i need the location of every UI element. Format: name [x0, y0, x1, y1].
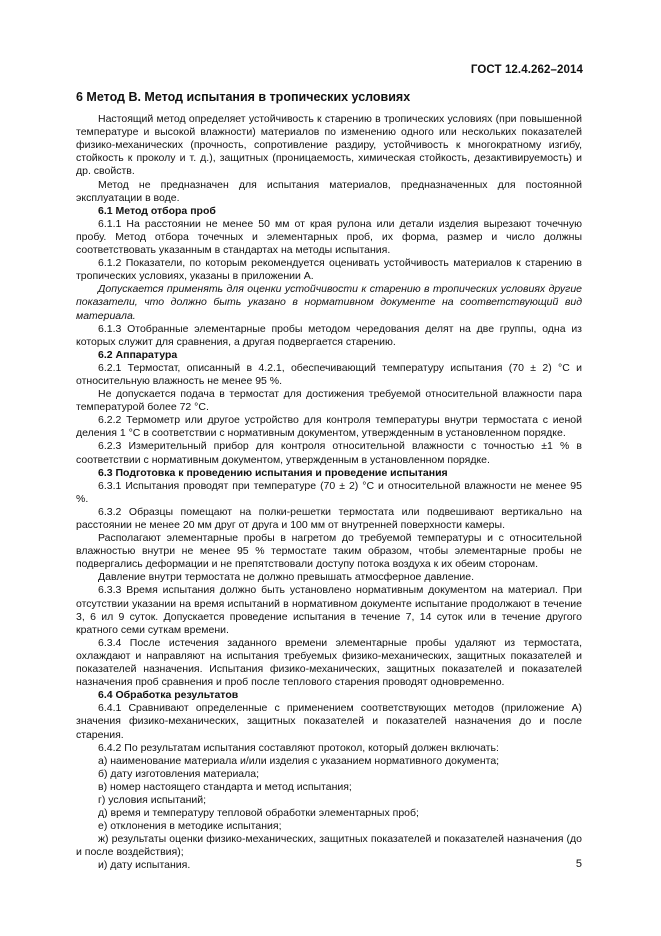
paragraph: 6.1.2 Показатели, по которым рекомендуется оценивать устойчивость материалов к старению в тропических условиях, указаны в приложении А. — [76, 257, 582, 283]
subsection-heading: 6.4 Обработка результатов — [98, 689, 239, 702]
standard-code: ГОСТ 12.4.262–2014 — [470, 64, 583, 76]
list-item: г) условия испытаний; — [98, 793, 207, 806]
paragraph: Настоящий метод определяет устойчивость к старению в тропических условиях (при повышенной температуре и высокой влажности) материалов по изменению одного или нескольких показателей физико-механических (прочность, сопротивление раздиру, устойчивость к многократному изгибу, стойкость к проколу и т. д.), защитных (проницаемость, химическая стойкость, дезактивируемость) и др. свойств. — [76, 113, 582, 178]
list-item: и) дату испытания. — [98, 859, 191, 872]
list-item: а) наименование материала и/или изделия с указанием нормативного документа; — [98, 754, 500, 767]
subsection-heading: 6.1 Метод отбора проб — [98, 204, 216, 217]
paragraph: 6.3.2 Образцы помещают на полки-решетки термостата или подвешивают вертикально на расстоянии не менее 20 мм друг от друга и 100 мм от внутренней поверхности камеры. — [76, 505, 582, 531]
paragraph: 6.3.1 Испытания проводят при температуре (70 ± 2) °С и относительной влажности не менее 95 %. — [76, 479, 582, 505]
list-item: в) номер настоящего стандарта и метод испытания; — [98, 780, 352, 793]
paragraph: Давление внутри термостата не должно превышать атмосферное давление. — [98, 571, 475, 584]
paragraph: Метод не предназначен для испытания материалов, предназначенных для постоянной эксплуатации в воде. — [76, 178, 582, 204]
paragraph: 6.2.3 Измерительный прибор для контроля относительной влажности с точностью ±1 % в соответствии с нормативным документом, утвержденным в установленном порядке. — [76, 440, 582, 466]
note-paragraph: Допускается применять для оценки устойчивости к старению в тропических условиях другие показатели, что должно быть указано в нормативном документе на соответствующий вид материала. — [76, 283, 582, 322]
subsection-heading: 6.2 Аппаратура — [98, 348, 178, 361]
paragraph: 6.4.1 Сравнивают определенные с применением соответствующих методов (приложение А) значения физико-механических, защитных показателей и показателей назначения до и после старения. — [76, 702, 582, 741]
paragraph: 6.4.2 По результатам испытания составляют протокол, который должен включать: — [98, 741, 499, 754]
list-item: б) дату изготовления материала; — [98, 767, 260, 780]
paragraph: 6.1.3 Отобранные элементарные пробы методом чередования делят на две группы, одна из которых служит для сравнения, а другая подвергается старению. — [76, 322, 582, 348]
list-item: е) отклонения в методике испытания; — [98, 820, 282, 833]
paragraph: 6.2.2 Термометр или другое устройство для контроля температуры внутри термостата с иеной деления 1 °С в соответствии с нормативным документом, утвержденным в установленном порядке. — [76, 414, 582, 440]
paragraph: Не допускается подача в термостат для достижения требуемой относительной влажности пара температурой более 72 °С. — [76, 388, 582, 414]
paragraph: 6.3.4 После истечения заданного времени элементарные пробы удаляют из термостата, охлаждают и направляют на испытания требуемых физико-механических, защитных показателей и показателей назначения. Испытания физико-механических, защитных показателей и показателей назначения проб сравнения и проб после теплового старения проводят одновременно. — [76, 636, 582, 689]
section-content — [76, 113, 582, 872]
subsection-heading: 6.3 Подготовка к проведению испытания и проведение испытания — [98, 466, 448, 479]
paragraph: 6.2.1 Термостат, описанный в 4.2.1, обеспечивающий температуру испытания (70 ± 2) °С и относительную влажность не менее 95 %. — [76, 361, 582, 387]
document-body — [76, 91, 582, 873]
page-number: 5 — [575, 858, 582, 870]
paragraph: Располагают элементарные пробы в нагретом до требуемой температуры и с относительной влажностью внутри не менее 95 % термостате таким образом, чтобы элементарные пробы не подвергались деформации и не препятствовали доступу потока воздуха к их обеим сторонам. — [76, 532, 582, 571]
section-title: 6 Метод В. Метод испытания в тропических условиях — [76, 90, 411, 104]
list-item: ж) результаты оценки физико-механических, защитных показателей и показателей назначения (до и после воздействия); — [76, 833, 582, 859]
list-item: д) время и температуру тепловой обработки элементарных проб; — [98, 807, 419, 820]
paragraph: 6.3.3 Время испытания должно быть установлено нормативным документом на материал. При отсутствии указании на время испытаний в нормативном документе испытание продолжают в течение 3, 6 ил 9 суток. Допускается проведение испытания в течение 7, 14 суток или в течение другого кратного семи суткам времени. — [76, 584, 582, 636]
paragraph: 6.1.1 На расстоянии не менее 50 мм от края рулона или детали изделия вырезают точечную пробу. Метод отбора точечных и элементарных проб, их форма, размер и число должны соответствовать указанным в стандартах на методы испытания. — [76, 217, 582, 257]
